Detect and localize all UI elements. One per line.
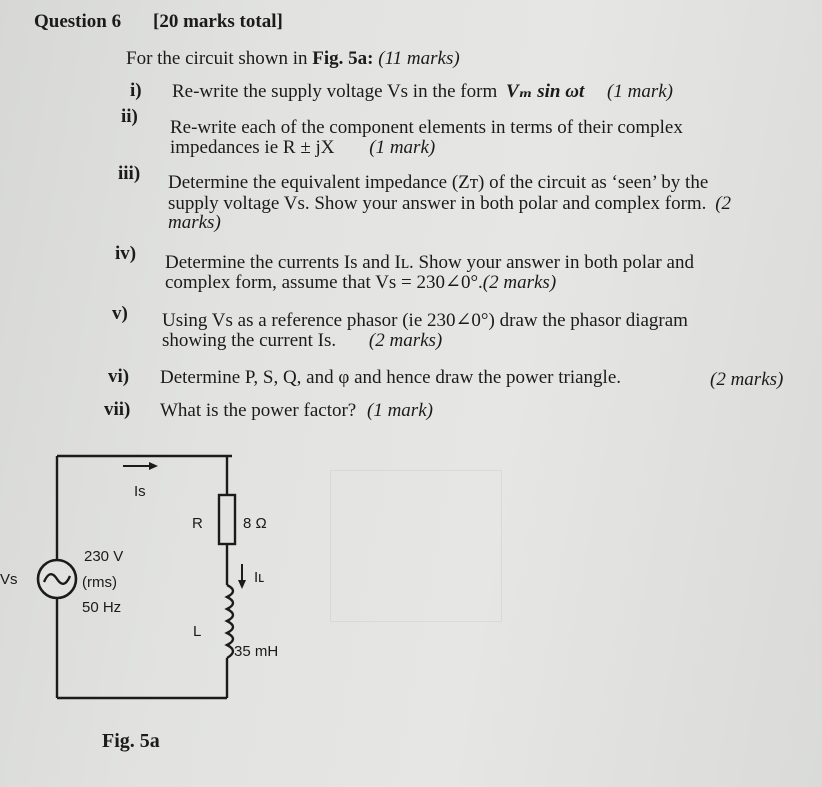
item-text-line: Re-write the supply voltage Vs in the form xyxy=(172,81,498,102)
inductor-value: 35 mH xyxy=(234,643,279,660)
inductor-label: L xyxy=(193,623,202,640)
item-text-line: impedances ie R ± jX xyxy=(170,137,335,158)
item-marks-continued: marks) xyxy=(168,212,221,233)
item-number: v) xyxy=(112,303,128,324)
item-number: ii) xyxy=(121,106,138,127)
inductor-symbol xyxy=(227,585,233,658)
item-marks: (2 xyxy=(715,193,732,214)
item-text-line: supply voltage Vs. Show your answer in both polar and complex form. xyxy=(168,193,707,214)
current-il-label: Iʟ xyxy=(254,569,265,586)
item-text xyxy=(170,137,435,159)
item-number: iv) xyxy=(115,243,137,264)
source-frequency: 50 Hz xyxy=(82,599,122,616)
item-marks: (1 mark) xyxy=(367,400,433,421)
source-voltage: 230 V xyxy=(84,548,124,565)
source-name: Vs xyxy=(0,571,18,588)
item-number: vii) xyxy=(104,399,131,420)
item-text-line: Determine the currents Is and Iʟ. Show your answer in both polar and xyxy=(165,252,694,273)
item-text xyxy=(165,272,556,294)
question-total-marks: [20 marks total] xyxy=(153,11,283,32)
current-is-arrow-icon xyxy=(149,462,158,470)
item-text xyxy=(160,400,433,422)
intro-marks: (11 marks) xyxy=(378,48,460,69)
item-number: vi) xyxy=(108,366,130,387)
resistor-label: R xyxy=(192,515,203,532)
circuit-diagram xyxy=(0,440,360,700)
item-marks: (2 marks) xyxy=(368,330,443,351)
item-text-line: Determine the equivalent impedance (Zᴛ) of the circuit as ‘seen’ by the xyxy=(168,172,709,193)
item-number: iii) xyxy=(118,163,141,184)
item-formula: Vₘ sin ωt xyxy=(505,81,585,102)
item-marks: (2 marks) xyxy=(710,369,784,390)
item-text-line: What is the power factor? xyxy=(160,400,357,421)
item-text-line: showing the current Is. xyxy=(162,330,337,351)
item-text-line: Using Vs as a reference phasor (ie 230∠0°) draw the phasor diagram xyxy=(162,310,688,331)
resistor-symbol xyxy=(219,495,235,544)
item-text-line: complex form, assume that Vs = 230∠0°. xyxy=(165,272,483,293)
question-number: Question 6 xyxy=(34,11,122,32)
item-text xyxy=(172,81,673,103)
item-marks: (2 marks) xyxy=(482,272,557,293)
item-text-line: Re-write each of the component elements in terms of their complex xyxy=(170,117,683,138)
current-il-arrow-icon xyxy=(238,580,246,589)
source-rms: (rms) xyxy=(82,574,117,591)
figure-caption: Fig. 5a xyxy=(102,730,160,752)
current-is-label: Is xyxy=(134,483,146,500)
item-marks: (1 mark) xyxy=(607,81,673,102)
item-text-line: Determine P, S, Q, and φ and hence draw the power triangle. xyxy=(160,367,622,388)
item-text xyxy=(162,330,442,352)
item-text xyxy=(168,193,731,215)
intro-prefix: For the circuit shown in xyxy=(126,48,313,69)
intro-line xyxy=(126,48,460,70)
resistor-value: 8 Ω xyxy=(243,515,267,532)
item-number: i) xyxy=(130,80,142,101)
item-marks: (1 mark) xyxy=(369,137,436,158)
intro-fig-ref: Fig. 5a: xyxy=(312,48,374,69)
